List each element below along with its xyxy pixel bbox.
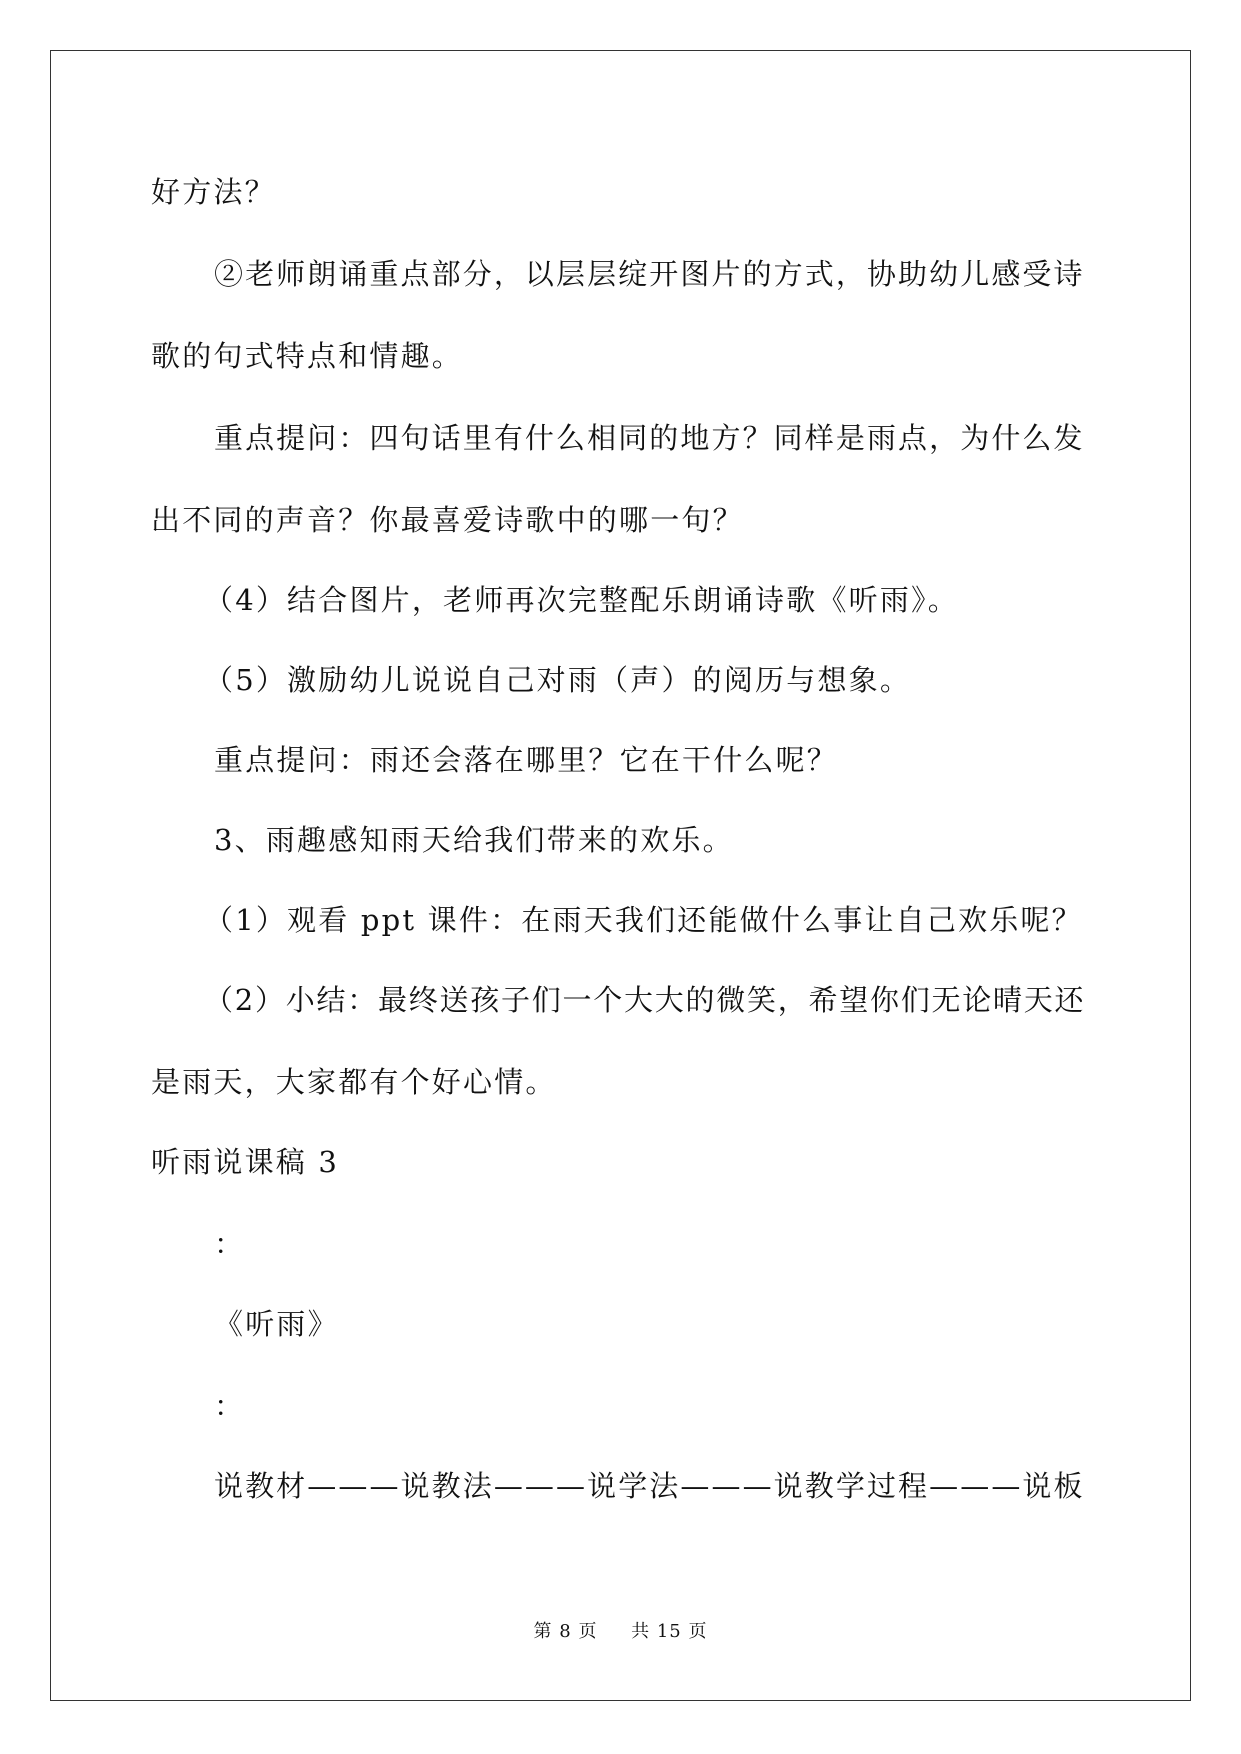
text-line-4: 重点提问：四句话里有什么相同的地方？同样是雨点，为什么发 (214, 421, 1085, 455)
text-line-7: （5）激励幼儿说说自己对雨（声）的阅历与想象。 (204, 663, 912, 697)
page-footer (0, 1617, 1241, 1643)
text-line-9: 3、雨趣感知雨天给我们带来的欢乐。 (214, 823, 734, 857)
section-title: 听雨说课稿 3 (151, 1145, 340, 1179)
text-line-3: 歌的句式特点和情趣。 (151, 339, 464, 373)
text-line-8: 重点提问：雨还会落在哪里？它在干什么呢？ (214, 743, 839, 777)
page-border (50, 50, 1191, 1701)
text-line-2: ②老师朗诵重点部分，以层层绽开图片的方式，协助幼儿感受诗 (214, 257, 1085, 291)
text-line-15: 《听雨》 (214, 1307, 339, 1341)
text-line-17: 说教材———说教法———说学法———说教学过程———说板 (214, 1469, 1085, 1503)
page-total: 共 15 页 (631, 1621, 708, 1642)
text-line-6: （4）结合图片，老师再次完整配乐朗诵诗歌《听雨》。 (204, 583, 959, 617)
text-line-14: ： (214, 1227, 246, 1261)
text-line-10: （1）观看 ppt 课件：在雨天我们还能做什么事让自己欢乐呢？ (204, 903, 1083, 937)
page-number: 第 8 页 (533, 1621, 598, 1642)
text-line-12: 是雨天，大家都有个好心情。 (151, 1065, 557, 1099)
text-line-11: （2）小结：最终送孩子们一个大大的微笑，希望你们无论晴天还 (204, 983, 1086, 1017)
text-line-1: 好方法？ (151, 175, 276, 209)
text-line-5: 出不同的声音？你最喜爱诗歌中的哪一句？ (151, 503, 744, 537)
text-line-16: ： (214, 1389, 246, 1423)
